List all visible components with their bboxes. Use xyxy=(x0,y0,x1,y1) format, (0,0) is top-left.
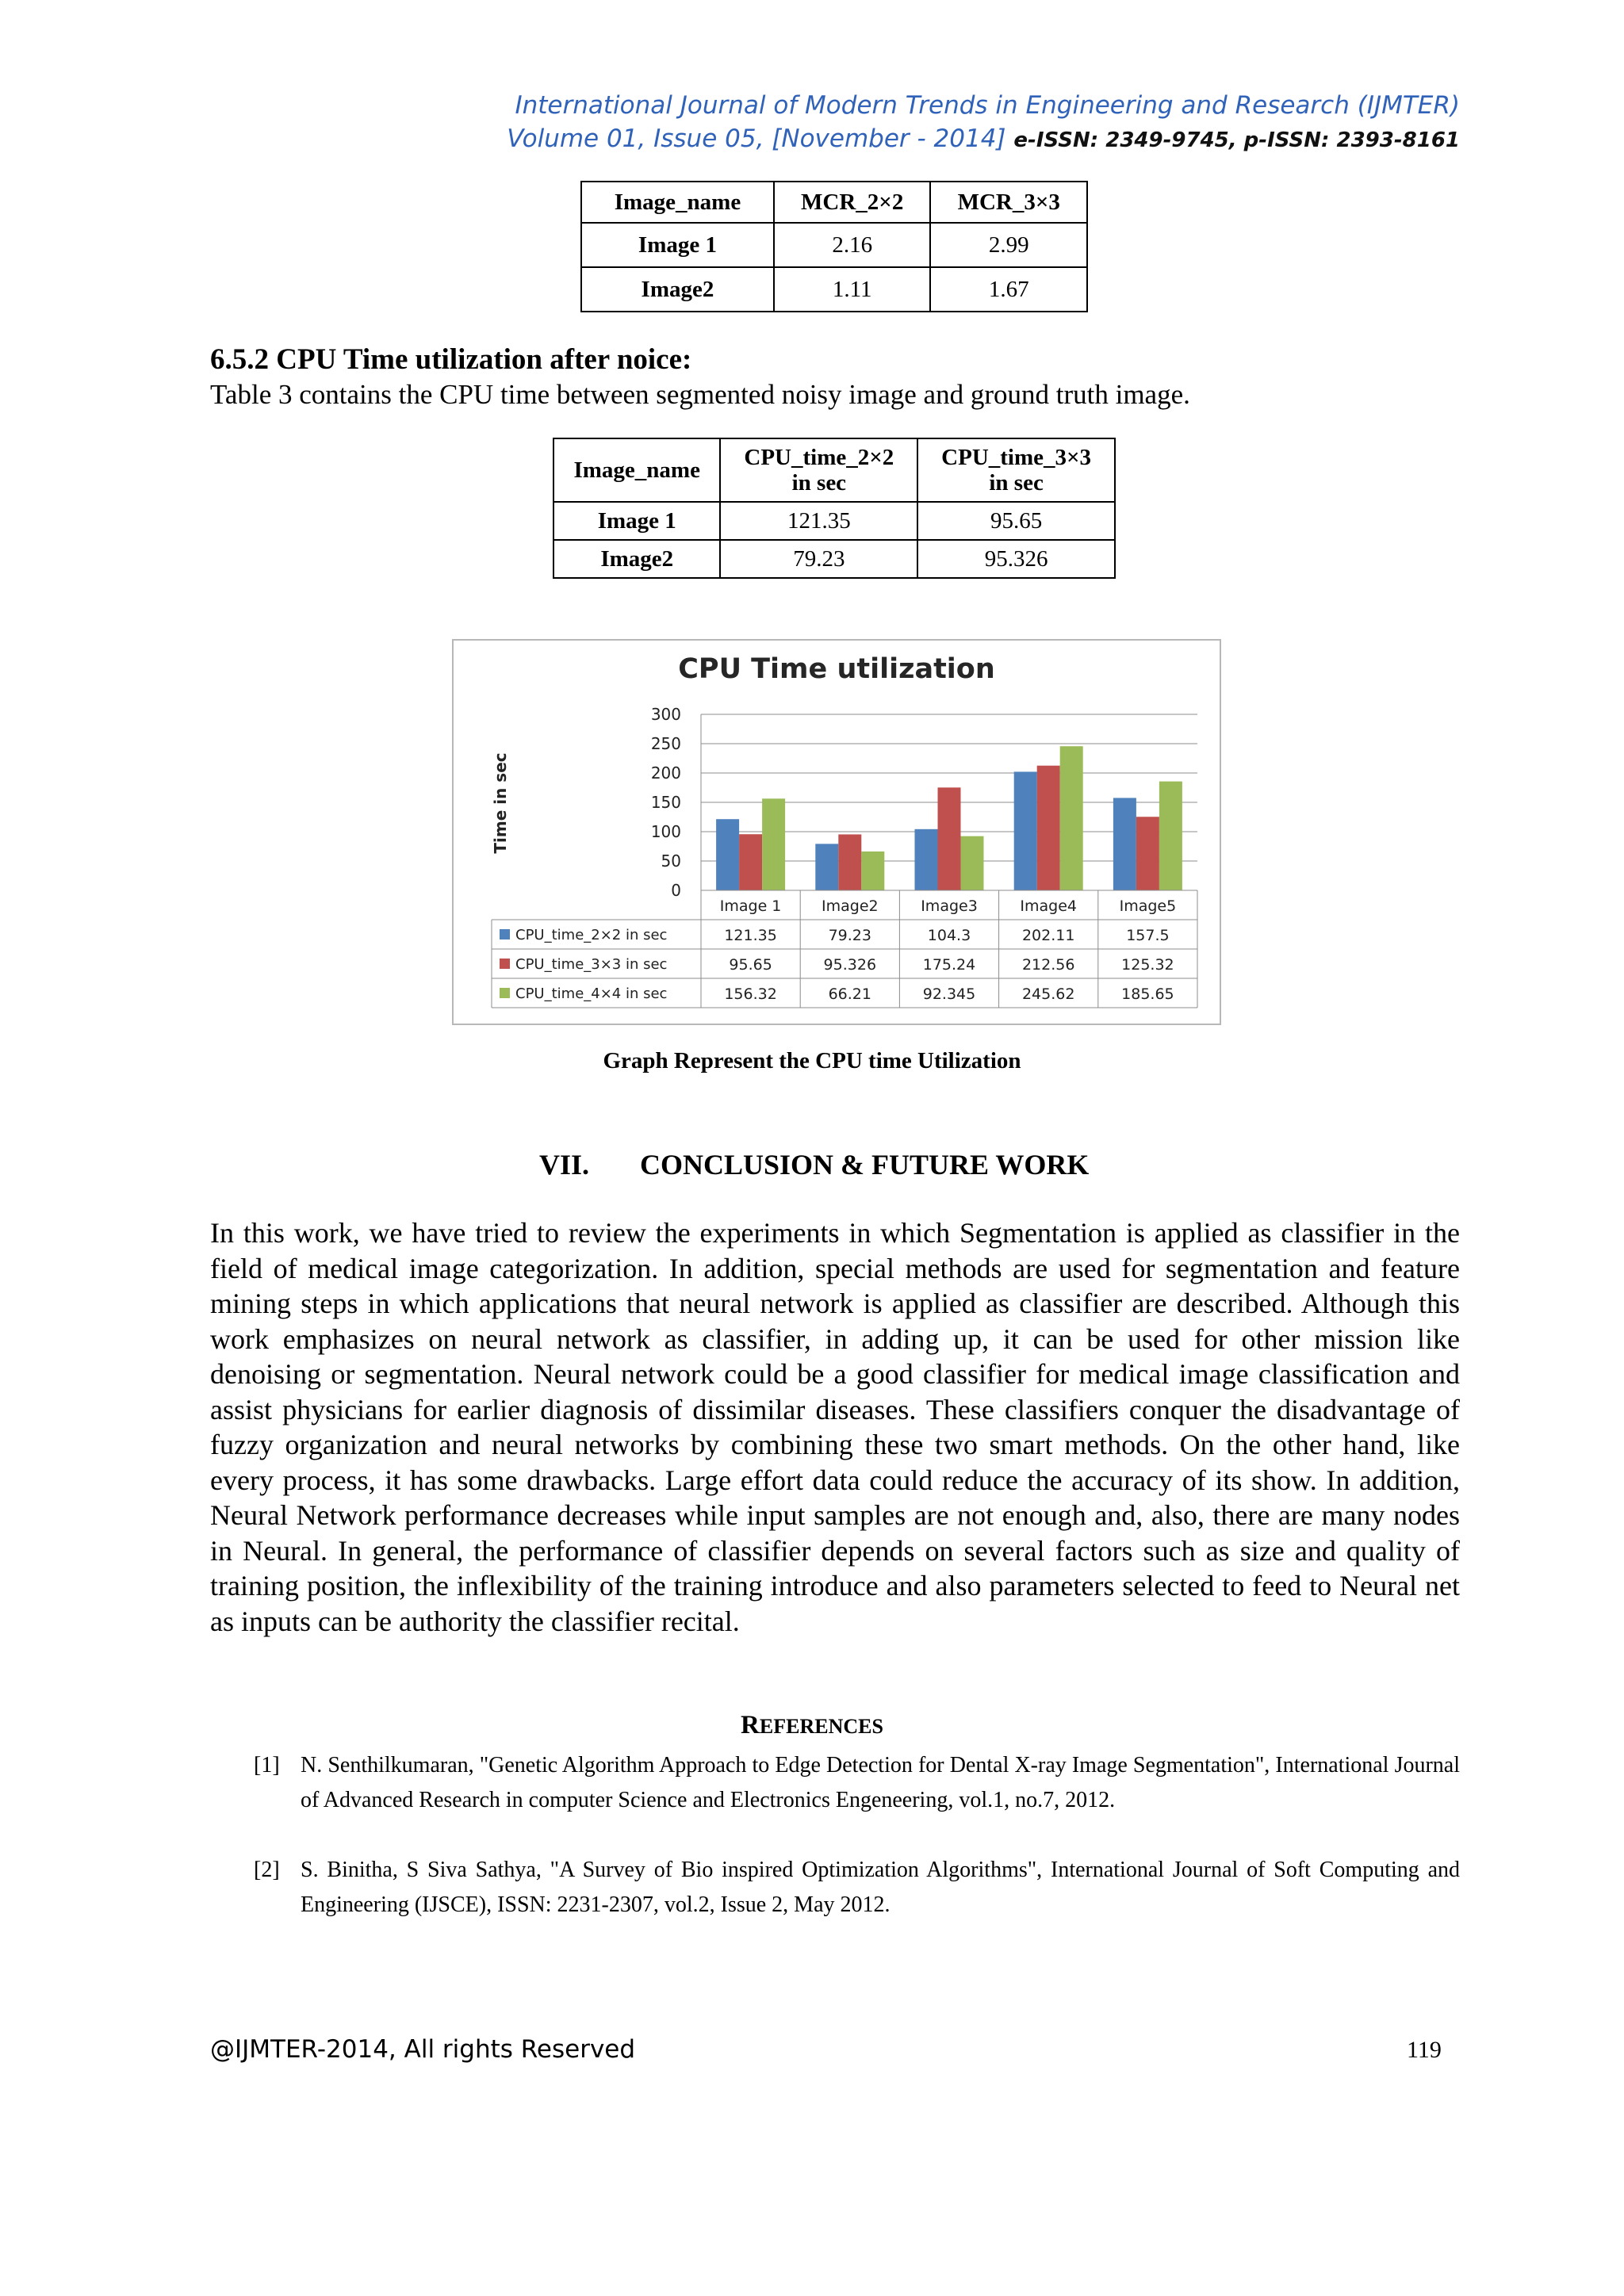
cpu-table xyxy=(553,438,1116,579)
cpu-time-chart xyxy=(452,639,1221,1025)
table-cell: Image2 xyxy=(581,267,774,312)
bar xyxy=(938,787,961,890)
data-label: 95.326 xyxy=(823,956,877,974)
table-row xyxy=(553,540,1115,578)
y-tick-label: 250 xyxy=(650,734,681,753)
bar xyxy=(1014,771,1037,890)
table-header-unit: in sec xyxy=(791,470,847,496)
conclusion-paragraph: In this work, we have tried to review the experiments in which Segmentation is applied as classifier in the field of medical image categorization. In addition, special methods are used for segmentation and feature mining steps in which applications that neural network is applied as classifier are described. Although this work emphasizes on neural network as classifier, in adding up, it can be used for other mission like denoising or segmentation. Neural network could be a good classifier for medical image classification and assist physicians for earlier diagnosis of dissimilar diseases. These classifiers conquer the disadvantage of fuzzy organization and neural networks by combining these two smart methods. On the other hand, like every process, it has some drawbacks. Large effort data could reduce the accuracy of its show. In addition, Neural Network performance decreases while input samples are not enough and, also, there are many nodes in Neural. In general, the performance of classifier depends on several factors such as size and quality of training position, the inflexibility of the training introduce and also parameters selected to feed to Neural net as inputs can be authority the classifier recital. xyxy=(210,1217,1460,1637)
bar xyxy=(815,844,838,890)
y-tick-label: 300 xyxy=(650,705,681,724)
table-header-text: Image_name xyxy=(573,457,700,483)
bar xyxy=(861,851,884,890)
references-heading-first: R xyxy=(741,1711,760,1739)
bar xyxy=(1113,798,1136,890)
footer-copyright: @IJMTER-2014, All rights Reserved xyxy=(210,2035,636,2064)
x-tick-label: Image3 xyxy=(921,897,978,915)
table-cell: 95.326 xyxy=(917,540,1115,578)
reference-number: [2] xyxy=(254,1858,280,1882)
x-tick-label: Image5 xyxy=(1119,897,1177,915)
data-label: 245.62 xyxy=(1021,985,1075,1003)
data-label: 212.56 xyxy=(1021,956,1075,974)
table-cell: 1.67 xyxy=(930,267,1087,312)
data-label: 156.32 xyxy=(724,985,777,1003)
table-header: MCR_3×3 xyxy=(930,182,1087,223)
data-label: 157.5 xyxy=(1126,927,1170,944)
legend-label: CPU_time_2×2 in sec xyxy=(515,927,668,943)
table-header xyxy=(720,438,917,502)
page-number: 119 xyxy=(1407,2037,1442,2063)
table-cell: Image 1 xyxy=(581,223,774,267)
table-cell: 2.99 xyxy=(930,223,1087,267)
y-tick-label: 0 xyxy=(671,881,681,900)
table-cell: Image2 xyxy=(553,540,720,578)
journal-volume-text: Volume 01, Issue 05, [November - 2014] xyxy=(507,124,1006,153)
table-row xyxy=(553,502,1115,540)
legend-label: CPU_time_4×4 in sec xyxy=(515,985,668,1002)
legend-swatch xyxy=(500,929,510,939)
journal-title: International Journal of Modern Trends in Engineering and Research (IJMTER) xyxy=(515,91,1460,120)
reference-number: [1] xyxy=(254,1753,280,1777)
bar xyxy=(762,798,785,890)
x-tick-label: Image4 xyxy=(1020,897,1077,915)
y-tick-label: 100 xyxy=(650,822,681,841)
table-cell: 1.11 xyxy=(774,267,931,312)
bar xyxy=(1037,766,1060,890)
table-header-text: CPU_time_2×2 xyxy=(744,445,894,470)
x-tick-label: Image2 xyxy=(822,897,879,915)
data-label: 125.32 xyxy=(1121,956,1174,974)
table-row xyxy=(581,223,1087,267)
bar xyxy=(915,829,938,890)
data-label: 66.21 xyxy=(828,985,872,1003)
section-heading: 6.5.2 CPU Time utilization after noice: xyxy=(210,343,692,376)
table-header: MCR_2×2 xyxy=(774,182,931,223)
chart-title: CPU Time utilization xyxy=(678,653,995,685)
data-label: 92.345 xyxy=(922,985,976,1003)
data-label: 95.65 xyxy=(729,956,772,974)
bar xyxy=(739,834,762,890)
table-header: Image_name xyxy=(581,182,774,223)
data-label: 104.3 xyxy=(927,927,971,944)
x-tick-label: Image 1 xyxy=(719,897,782,915)
reference-item: S. Binitha, S Siva Sathya, "A Survey of Bio inspired Optimization Algorithms", International Journal of Soft Computing and Engineering (IJSCE), ISSN: 2231-2307, vol.2, Issue 2, May 2012. xyxy=(301,1858,1460,1917)
references-heading-rest: EFERENCES xyxy=(759,1715,883,1738)
legend-swatch xyxy=(500,988,510,998)
references-heading xyxy=(0,1711,1624,1740)
bar xyxy=(961,836,984,890)
data-label: 79.23 xyxy=(828,927,872,944)
data-label: 121.35 xyxy=(724,927,777,944)
y-tick-label: 200 xyxy=(650,763,681,783)
section-heading-conclusion: CONCLUSION & FUTURE WORK xyxy=(640,1149,1090,1181)
reference-item: N. Senthilkumaran, "Genetic Algorithm Approach to Edge Detection for Dental X-ray Image Segmentation", International Journal of Advanced Research in computer Science and Electronics Engeneering, vol.1, no.7, 2012. xyxy=(301,1753,1460,1812)
table-cell: 2.16 xyxy=(774,223,931,267)
bar xyxy=(1159,782,1182,890)
table-header xyxy=(917,438,1115,502)
section-number: VII. xyxy=(539,1149,590,1181)
data-label: 185.65 xyxy=(1121,985,1174,1003)
y-tick-label: 150 xyxy=(650,793,681,812)
table-cell: 95.65 xyxy=(917,502,1115,540)
table-cell: Image 1 xyxy=(553,502,720,540)
legend-label: CPU_time_3×3 in sec xyxy=(515,956,668,973)
journal-issn: e-ISSN: 2349-9745, p-ISSN: 2393-8161 xyxy=(1013,128,1460,152)
bar xyxy=(1136,817,1159,890)
table-row xyxy=(581,267,1087,312)
data-label: 202.11 xyxy=(1021,927,1075,944)
mcr-table xyxy=(580,181,1088,312)
section-text: Table 3 contains the CPU time between segmented noisy image and ground truth image. xyxy=(210,379,1190,410)
table-cell: 121.35 xyxy=(720,502,917,540)
chart-caption: Graph Represent the CPU time Utilization xyxy=(603,1048,1021,1073)
bar xyxy=(716,819,739,890)
table-cell: 79.23 xyxy=(720,540,917,578)
table-header-text: CPU_time_3×3 xyxy=(941,445,1092,470)
y-axis-label: Time in sec xyxy=(491,752,510,854)
journal-volume xyxy=(507,122,1460,157)
chart-svg xyxy=(454,641,1220,1024)
table-header-unit: in sec xyxy=(989,470,1044,496)
legend-swatch xyxy=(500,959,510,969)
data-label: 175.24 xyxy=(922,956,976,974)
table-header xyxy=(553,438,720,502)
y-tick-label: 50 xyxy=(661,851,681,871)
bar xyxy=(1060,746,1083,890)
bar xyxy=(838,834,861,890)
